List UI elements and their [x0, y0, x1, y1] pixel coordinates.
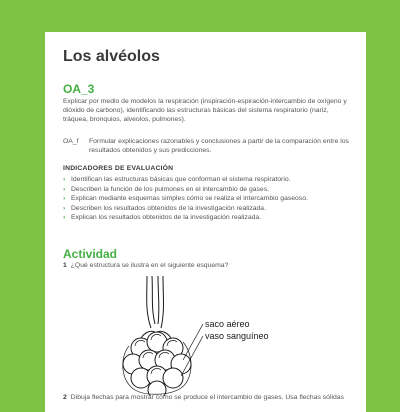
chevron-right-icon: › [63, 195, 66, 203]
list-item: › Identifican las estructuras básicas que conforman el sistema respiratorio. [63, 176, 291, 183]
page-title: Los alvéolos [63, 48, 160, 65]
indicators-heading: INDICADORES DE EVALUACIÓN [63, 165, 174, 172]
label-vaso-sanguineo: vaso sanguíneo [205, 331, 269, 341]
question-text: ¿Qué estructura se ilustra en el siguiente esquema? [70, 262, 229, 269]
oa-description: Explicar por medio de modelos la respiración (inspiración-espiración-intercambio de oxígeno y dióxido de carbono), identificando las estructuras básicas del sistema respiratorio (nariz, tráquea, bronquios, alveolos, pulmones). [63, 98, 347, 124]
list-item: › Describen los resultados obtenidos de la investigación realizada. [63, 204, 266, 212]
chevron-right-icon: › [63, 214, 66, 222]
list-item: › Explican mediante esquemas simples cómo se realiza el intercambio gaseoso. [63, 195, 308, 203]
list-item: › Explican los resultados obtenidos de la investigación realizada. [63, 214, 262, 222]
sub-objective-code: OA_f [63, 138, 79, 145]
label-saco-aereo: saco aéreo [205, 319, 250, 329]
question-text: Dibuja flechas para mostrar cómo se produce el intercambio de gases. Usa flechas sólidas [70, 394, 344, 401]
document-page [45, 32, 366, 412]
question-1 [63, 262, 353, 269]
chevron-right-icon: › [63, 176, 66, 183]
question-number: 2 [63, 394, 67, 401]
question-number: 1 [63, 262, 67, 269]
list-item: › Describen la función de los pulmones en el intercambio de gases. [63, 185, 269, 193]
indicators-list [63, 175, 353, 223]
sub-objective-text: Formular explicaciones razonables y conclusiones a partir de la comparación entre los resultados obtenidos y sus predicciones. [89, 138, 349, 155]
activity-title: Actividad [63, 247, 118, 261]
chevron-right-icon: › [63, 185, 66, 193]
oa-code: OA_3 [63, 82, 95, 96]
chevron-right-icon: › [63, 204, 66, 212]
